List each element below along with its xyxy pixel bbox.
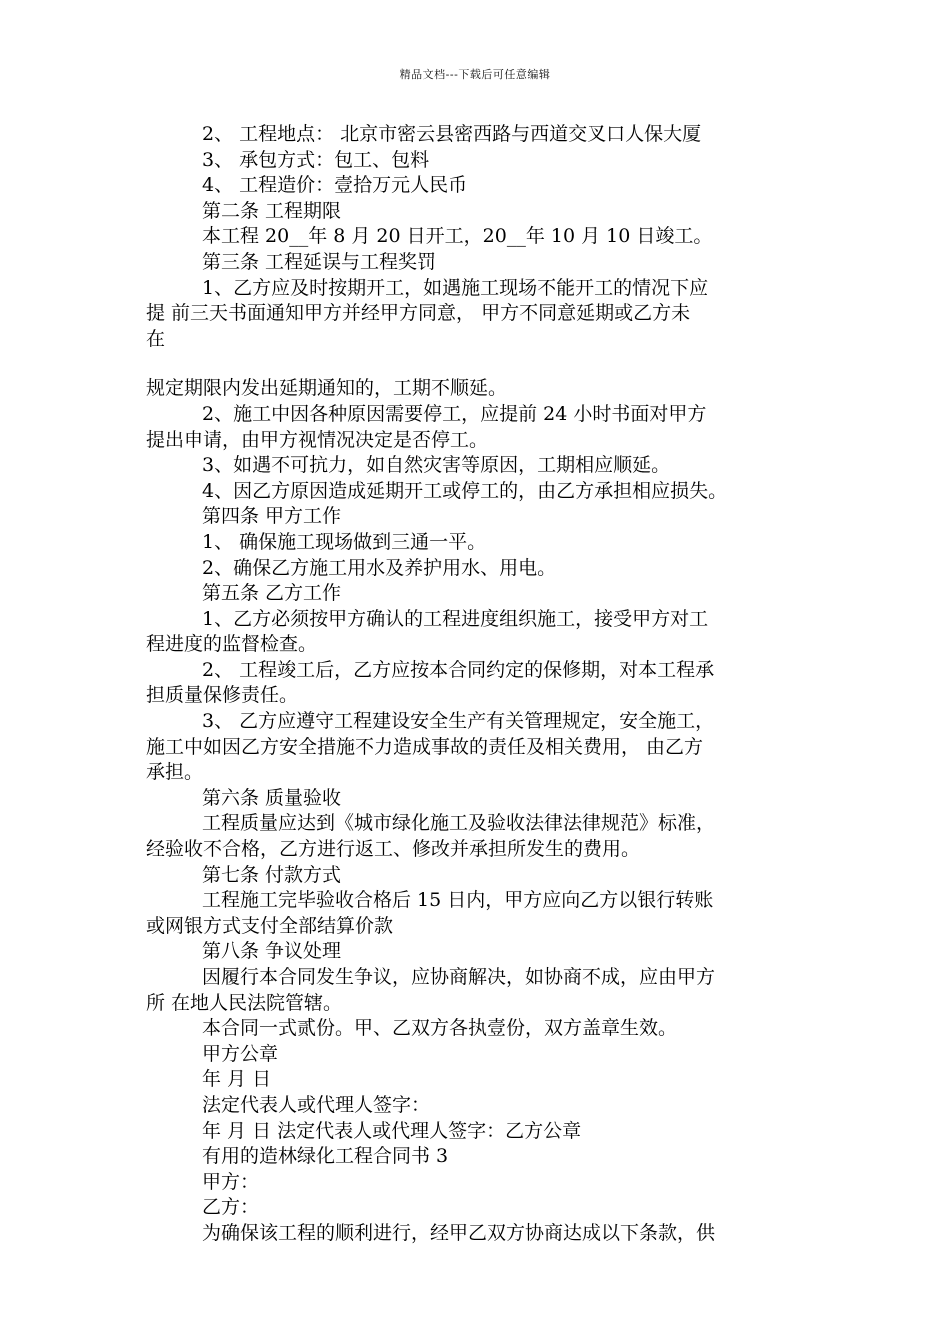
text-line: 因履行本合同发生争议，应协商解决，如协商不成，应由甲方 <box>202 966 716 988</box>
text-line: 本工程 20__年 8 月 20 日开工，20__年 10 月 10 日竣工。 <box>202 225 713 248</box>
text-line: 程进度的监督检查。 <box>146 633 318 656</box>
text-line: 3、 乙方应遵守工程建设安全生产有关管理规定，安全施工， <box>202 710 715 733</box>
text-line: 工程质量应达到《城市绿化施工及验收法律法律规范》标准， <box>202 812 716 835</box>
section-heading: 第三条 工程延误与工程奖罚 <box>202 250 437 273</box>
text-line: 年 月 日 法定代表人或代理人签字：乙方公章 <box>202 1119 582 1142</box>
document-title: 有用的造林绿化工程合同书 3 <box>202 1145 449 1168</box>
section-heading: 第四条 甲方工作 <box>202 505 342 528</box>
text-line: 为确保该工程的顺利进行，经甲乙双方协商达成以下条款，供 <box>202 1221 716 1244</box>
text-line: 2、 工程竣工后，乙方应按本合同约定的保修期，对本工程承 <box>202 658 715 681</box>
text-line: 施工中如因乙方安全措施不力造成事故的责任及相关费用， 由乙方 <box>146 735 704 758</box>
text-line: 提 前三天书面通知甲方并经甲方同意， 甲方不同意延期或乙方未 <box>146 302 691 325</box>
text-line: 1、乙方应及时按期开工，如遇施工现场不能开工的情况下应 <box>202 276 709 299</box>
text-line: 3、如遇不可抗力，如自然灾害等原因，工期相应顺延。 <box>202 454 671 477</box>
section-heading: 第五条 乙方工作 <box>202 582 342 605</box>
section-heading: 第二条 工程期限 <box>202 199 342 222</box>
text-line: 2、施工中因各种原因需要停工，应提前 24 小时书面对甲方 <box>202 402 707 425</box>
section-heading: 第六条 质量验收 <box>202 786 342 809</box>
text-line: 在 <box>146 327 166 350</box>
text-line: 2、 工程地点： 北京市密云县密西路与西道交叉口人保大厦 <box>202 123 702 145</box>
text-line: 提出申请，由甲方视情况决定是否停工。 <box>146 428 489 451</box>
text-line: 经验收不合格，乙方进行返工、修改并承担所发生的费用。 <box>146 838 641 861</box>
text-line: 1、 确保施工现场做到三通一平。 <box>202 530 487 553</box>
text-line: 甲方： <box>202 1170 260 1193</box>
page-header: 精品文档---下载后可任意编辑 <box>399 68 551 81</box>
text-line: 甲方公章 <box>202 1042 279 1065</box>
text-line: 本合同一式贰份。甲、乙双方各执壹份，双方盖章生效。 <box>202 1017 678 1040</box>
text-line: 承担。 <box>146 761 204 784</box>
text-line: 规定期限内发出延期通知的，工期不顺延。 <box>146 377 508 400</box>
text-line: 工程施工完毕验收合格后 15 日内，甲方应向乙方以银行转账 <box>202 889 714 912</box>
text-line: 2、确保乙方施工用水及养护用水、用电。 <box>202 556 557 579</box>
text-line: 年 月 日 <box>202 1068 272 1091</box>
text-line: 所 在地人民法院管辖。 <box>146 991 343 1014</box>
paragraph-gap <box>146 352 808 376</box>
text-line: 4、 工程造价：壹拾万元人民币 <box>202 174 468 197</box>
document-body <box>146 122 808 1247</box>
text-line: 1、乙方必须按甲方确认的工程进度组织施工，接受甲方对工 <box>202 607 709 630</box>
text-line: 法定代表人或代理人签字： <box>202 1093 431 1116</box>
section-heading: 第八条 争议处理 <box>202 940 342 963</box>
section-heading: 第七条 付款方式 <box>202 863 342 886</box>
text-line: 乙方： <box>202 1196 260 1219</box>
text-line: 4、因乙方原因造成延期开工或停工的，由乙方承担相应损失。 <box>202 479 728 502</box>
text-line: 或网银方式支付全部结算价款 <box>146 914 394 937</box>
text-line: 3、 承包方式：包工、包料 <box>202 148 430 171</box>
text-line: 担质量保修责任。 <box>146 684 299 707</box>
